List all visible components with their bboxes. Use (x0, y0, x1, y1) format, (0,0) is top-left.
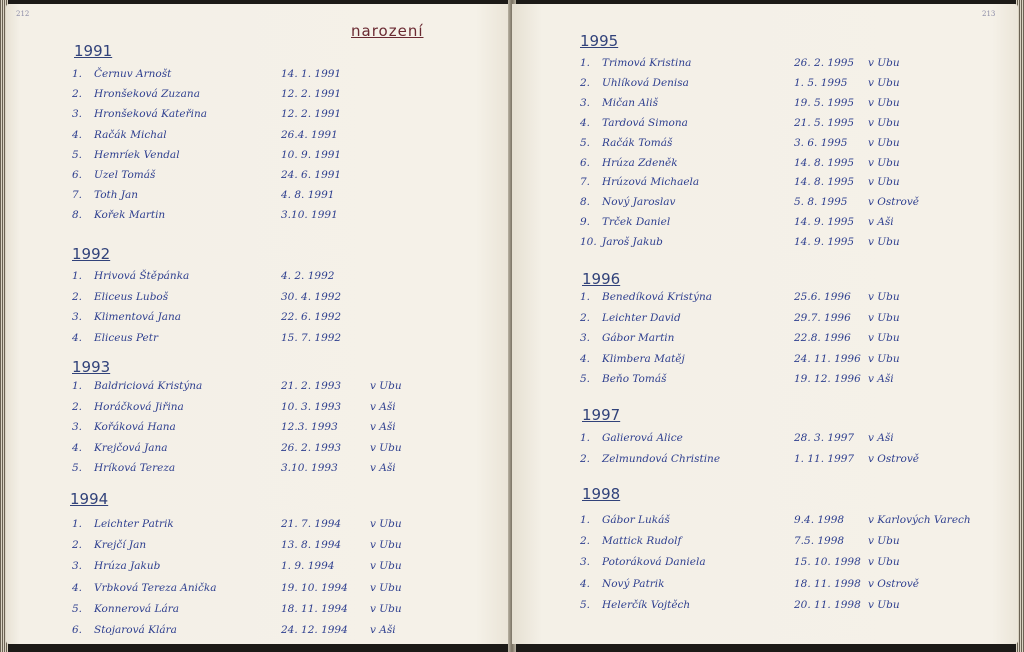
record-birth-date: 13. 8. 1994 (281, 539, 342, 552)
record-name: Tardová Simona (602, 116, 688, 129)
record-birth-place: v Ostrově (868, 453, 919, 465)
record-birth-place: v Ubu (868, 352, 900, 365)
record-birth-date: 26.4. 1991 (281, 128, 338, 141)
record-birth-date: 4. 2. 1992 (281, 270, 335, 282)
record-birth-date: 3.10. 1993 (281, 462, 338, 474)
record-name: Mattick Rudolf (602, 535, 682, 548)
birth-record-row (512, 353, 1012, 371)
record-birth-date: 18. 11. 1994 (281, 602, 348, 615)
record-name: Leichter Patrik (94, 518, 174, 530)
birth-record-row (512, 77, 1012, 95)
record-birth-date: 3.10. 1991 (281, 209, 338, 222)
record-birth-place: v Ubu (868, 176, 900, 189)
record-birth-date: 30. 4. 1992 (281, 290, 342, 303)
record-number: 1. (72, 380, 83, 392)
record-birth-place: v Ubu (868, 156, 900, 169)
record-number: 3. (72, 108, 83, 121)
record-name: Klimentová Jana (94, 311, 182, 323)
birth-record-row (512, 432, 1012, 450)
birth-record-row (6, 624, 506, 642)
record-birth-place: v Ubu (868, 598, 900, 611)
birth-record-row (6, 421, 506, 439)
birth-record-row (512, 176, 1012, 194)
birth-record-row (512, 556, 1012, 574)
record-birth-place: v Ubu (370, 441, 402, 454)
record-number: 6. (72, 169, 83, 181)
page-number-right: 213 (982, 10, 996, 18)
record-name: Konnerová Lára (94, 602, 180, 615)
record-name: Potoráková Daniela (602, 556, 706, 569)
birth-record-row (512, 332, 1012, 350)
birth-record-row (512, 157, 1012, 175)
record-birth-date: 10. 3. 1993 (281, 400, 342, 413)
record-number: 2. (72, 400, 83, 413)
record-birth-place: v Ubu (370, 539, 402, 552)
record-birth-place: v Ubu (868, 556, 900, 569)
record-birth-place: v Ubu (370, 602, 402, 615)
record-birth-place: v Ubu (868, 332, 900, 345)
record-name: Hríková Tereza (94, 462, 176, 474)
record-birth-date: 14. 9. 1995 (794, 236, 855, 249)
record-birth-date: 24. 6. 1991 (281, 169, 342, 181)
birth-record-row (512, 196, 1012, 214)
record-name: Uzel Tomáš (94, 169, 156, 181)
left-page (6, 4, 512, 644)
record-birth-place: v Ubu (868, 116, 900, 129)
year-heading-1993: 1993 (72, 358, 111, 376)
record-name: Galierová Alice (602, 432, 683, 444)
record-birth-date: 19. 12. 1996 (794, 373, 861, 386)
record-birth-place: v Aši (370, 462, 396, 474)
record-name: Gábor Martin (602, 332, 675, 345)
record-name: Baldriciová Kristýna (94, 380, 203, 392)
record-birth-place: v Ostrově (868, 577, 919, 590)
record-name: Nový Jaroslav (602, 196, 676, 209)
record-number: 1. (72, 270, 83, 282)
birth-record-row (6, 129, 506, 147)
record-birth-place: v Aši (868, 216, 894, 229)
record-birth-place: v Ubu (868, 96, 900, 109)
record-number: 9. (580, 216, 591, 229)
birth-record-row (6, 518, 506, 536)
record-birth-date: 24. 11. 1996 (794, 352, 861, 365)
record-name: Zelmundová Christine (602, 453, 721, 465)
record-number: 4. (580, 577, 591, 590)
record-birth-place: v Aši (370, 421, 396, 433)
record-number: 7. (580, 176, 591, 189)
page-number-left: 212 (16, 10, 30, 18)
year-heading-1997: 1997 (582, 406, 621, 424)
birth-record-row (512, 453, 1012, 471)
record-name: Hemríek Vendal (94, 148, 180, 161)
record-name: Trček Daniel (602, 216, 671, 229)
record-birth-date: 20. 11. 1998 (794, 598, 861, 611)
record-birth-place: v Ubu (370, 518, 402, 530)
record-name: Vrbková Tereza Anička (94, 581, 217, 594)
record-birth-place: v Ubu (868, 236, 900, 249)
record-number: 1. (580, 432, 591, 444)
record-birth-place: v Ubu (868, 57, 900, 69)
record-number: 3. (72, 311, 83, 323)
record-number: 3. (72, 421, 83, 433)
record-number: 1. (580, 291, 591, 303)
record-birth-date: 19. 10. 1994 (281, 581, 348, 594)
record-number: 3. (580, 96, 591, 109)
record-name: Trimová Kristina (602, 57, 692, 69)
birth-record-row (6, 88, 506, 106)
record-name: Hrivová Štěpánka (94, 270, 190, 282)
birth-record-row (512, 216, 1012, 234)
birth-record-row (512, 117, 1012, 135)
record-number: 4. (72, 441, 83, 454)
record-number: 6. (72, 624, 83, 636)
birth-record-row (6, 291, 506, 309)
record-name: Klimbera Matěj (602, 352, 685, 365)
record-name: Hronšeková Zuzana (94, 88, 200, 101)
record-name: Stojarová Klára (94, 624, 177, 636)
record-birth-date: 25.6. 1996 (794, 291, 851, 303)
year-heading-1992: 1992 (72, 245, 111, 263)
record-number: 1. (72, 518, 83, 530)
birth-record-row (512, 236, 1012, 254)
birth-record-row (6, 311, 506, 329)
record-birth-place: v Ubu (370, 581, 402, 594)
record-birth-date: 15. 7. 1992 (281, 331, 342, 344)
record-number: 3. (580, 332, 591, 345)
birth-record-row (512, 137, 1012, 155)
birth-record-row (512, 291, 1012, 309)
record-number: 3. (72, 560, 83, 573)
record-number: 5. (580, 136, 591, 149)
record-birth-date: 22. 6. 1992 (281, 311, 342, 323)
record-birth-date: 26. 2. 1993 (281, 441, 342, 454)
birth-record-row (6, 68, 506, 86)
record-birth-date: 5. 8. 1995 (794, 196, 848, 209)
record-number: 2. (72, 290, 83, 303)
record-number: 10. (580, 236, 597, 249)
birth-record-row (6, 189, 506, 207)
record-name: Hrúzová Michaela (602, 176, 700, 189)
birth-record-row (6, 582, 506, 600)
record-name: Kořek Martin (94, 209, 166, 222)
record-birth-date: 1. 9. 1994 (281, 560, 335, 573)
birth-record-row (6, 560, 506, 578)
record-number: 5. (580, 373, 591, 386)
birth-record-row (512, 312, 1012, 330)
birth-record-row (6, 270, 506, 288)
record-birth-date: 15. 10. 1998 (794, 556, 861, 569)
record-birth-place: v Ubu (868, 76, 900, 89)
record-number: 2. (72, 539, 83, 552)
birth-record-row (6, 149, 506, 167)
record-birth-date: 14. 8. 1995 (794, 156, 855, 169)
record-name: Eliceus Petr (94, 331, 159, 344)
birth-record-row (512, 97, 1012, 115)
birth-record-row (6, 108, 506, 126)
record-birth-date: 12.3. 1993 (281, 421, 338, 433)
record-number: 2. (580, 535, 591, 548)
record-number: 5. (72, 462, 83, 474)
record-number: 2. (580, 76, 591, 89)
year-heading-1998: 1998 (582, 485, 621, 503)
record-number: 2. (72, 88, 83, 101)
birth-record-row (6, 332, 506, 350)
page-title: narození (351, 22, 424, 40)
record-birth-place: v Ubu (868, 291, 900, 303)
record-number: 5. (72, 602, 83, 615)
record-birth-place: v Ubu (868, 136, 900, 149)
birth-record-row (6, 209, 506, 227)
record-birth-date: 7.5. 1998 (794, 535, 845, 548)
record-number: 4. (72, 581, 83, 594)
record-name: Černuv Arnošt (94, 68, 172, 80)
record-number: 1. (580, 514, 591, 526)
record-name: Mičan Ališ (602, 96, 659, 109)
record-name: Hrúza Jakub (94, 560, 161, 573)
record-name: Hronšeková Kateřina (94, 108, 208, 121)
record-number: 4. (580, 116, 591, 129)
record-birth-date: 10. 9. 1991 (281, 148, 342, 161)
birth-record-row (512, 578, 1012, 596)
record-name: Horáčková Jiřina (94, 400, 184, 413)
record-birth-date: 14. 9. 1995 (794, 216, 855, 229)
record-name: Hrúza Zdeněk (602, 156, 678, 169)
record-number: 8. (580, 196, 591, 209)
record-birth-place: v Ubu (370, 560, 402, 573)
record-number: 6. (580, 156, 591, 169)
birth-record-row (6, 603, 506, 621)
birth-record-row (6, 380, 506, 398)
record-birth-date: 26. 2. 1995 (794, 57, 855, 69)
birth-record-row (6, 462, 506, 480)
record-name: Račák Michal (94, 128, 167, 141)
record-birth-place: v Aši (868, 373, 894, 386)
year-heading-1994: 1994 (70, 490, 109, 508)
right-page (512, 4, 1018, 644)
record-birth-date: 21. 2. 1993 (281, 380, 342, 392)
birth-record-row (512, 373, 1012, 391)
record-birth-date: 3. 6. 1995 (794, 136, 848, 149)
birth-record-row (6, 539, 506, 557)
record-birth-date: 28. 3. 1997 (794, 432, 855, 444)
record-birth-place: v Ostrově (868, 196, 919, 209)
record-name: Eliceus Luboš (94, 290, 169, 303)
record-birth-place: v Aši (370, 624, 396, 636)
record-birth-place: v Aši (868, 432, 894, 444)
record-name: Jaroš Jakub (602, 236, 663, 249)
record-name: Uhlíková Denisa (602, 76, 689, 89)
record-birth-place: v Karlových Varech (868, 514, 971, 526)
record-name: Benedíková Kristýna (602, 291, 712, 303)
birth-record-row (512, 535, 1012, 553)
record-birth-place: v Ubu (868, 311, 900, 324)
birth-record-row (6, 442, 506, 460)
record-number: 1. (72, 68, 83, 80)
record-birth-date: 19. 5. 1995 (794, 96, 855, 109)
birth-record-row (512, 57, 1012, 75)
record-number: 2. (580, 311, 591, 324)
record-name: Krejčová Jana (94, 441, 168, 454)
record-name: Račák Tomáš (602, 136, 673, 149)
record-name: Leichter David (602, 311, 681, 324)
birth-record-row (6, 401, 506, 419)
record-birth-place: v Ubu (370, 380, 402, 392)
record-birth-place: v Aši (370, 400, 396, 413)
record-birth-date: 9.4. 1998 (794, 514, 845, 526)
record-number: 4. (72, 331, 83, 344)
record-name: Beňo Tomáš (602, 373, 667, 386)
record-birth-date: 18. 11. 1998 (794, 577, 861, 590)
record-number: 5. (72, 148, 83, 161)
record-birth-date: 21. 7. 1994 (281, 518, 342, 530)
year-heading-1991: 1991 (74, 42, 113, 60)
year-heading-1995: 1995 (580, 32, 619, 50)
record-birth-date: 24. 12. 1994 (281, 624, 348, 636)
record-birth-date: 14. 1. 1991 (281, 68, 342, 80)
record-number: 5. (580, 598, 591, 611)
record-number: 7. (72, 189, 83, 202)
record-number: 4. (72, 128, 83, 141)
record-number: 3. (580, 556, 591, 569)
record-name: Krejčí Jan (94, 539, 147, 552)
record-name: Helerčík Vojtěch (602, 598, 691, 611)
record-birth-date: 1. 11. 1997 (794, 453, 855, 465)
record-name: Gábor Lukáš (602, 514, 670, 526)
record-number: 8. (72, 209, 83, 222)
record-number: 2. (580, 453, 591, 465)
record-birth-date: 12. 2. 1991 (281, 88, 342, 101)
record-number: 1. (580, 57, 591, 69)
record-birth-place: v Ubu (868, 535, 900, 548)
record-birth-date: 4. 8. 1991 (281, 189, 335, 202)
year-heading-1996: 1996 (582, 270, 621, 288)
record-birth-date: 29.7. 1996 (794, 311, 851, 324)
record-birth-date: 22.8. 1996 (794, 332, 851, 345)
record-number: 4. (580, 352, 591, 365)
record-birth-date: 14. 8. 1995 (794, 176, 855, 189)
record-birth-date: 1. 5. 1995 (794, 76, 848, 89)
record-name: Toth Jan (94, 189, 139, 202)
record-birth-date: 21. 5. 1995 (794, 116, 855, 129)
birth-record-row (6, 169, 506, 187)
birth-record-row (512, 599, 1012, 617)
record-name: Kořáková Hana (94, 421, 176, 433)
birth-record-row (512, 514, 1012, 532)
record-name: Nový Patrik (602, 577, 665, 590)
record-birth-date: 12. 2. 1991 (281, 108, 342, 121)
